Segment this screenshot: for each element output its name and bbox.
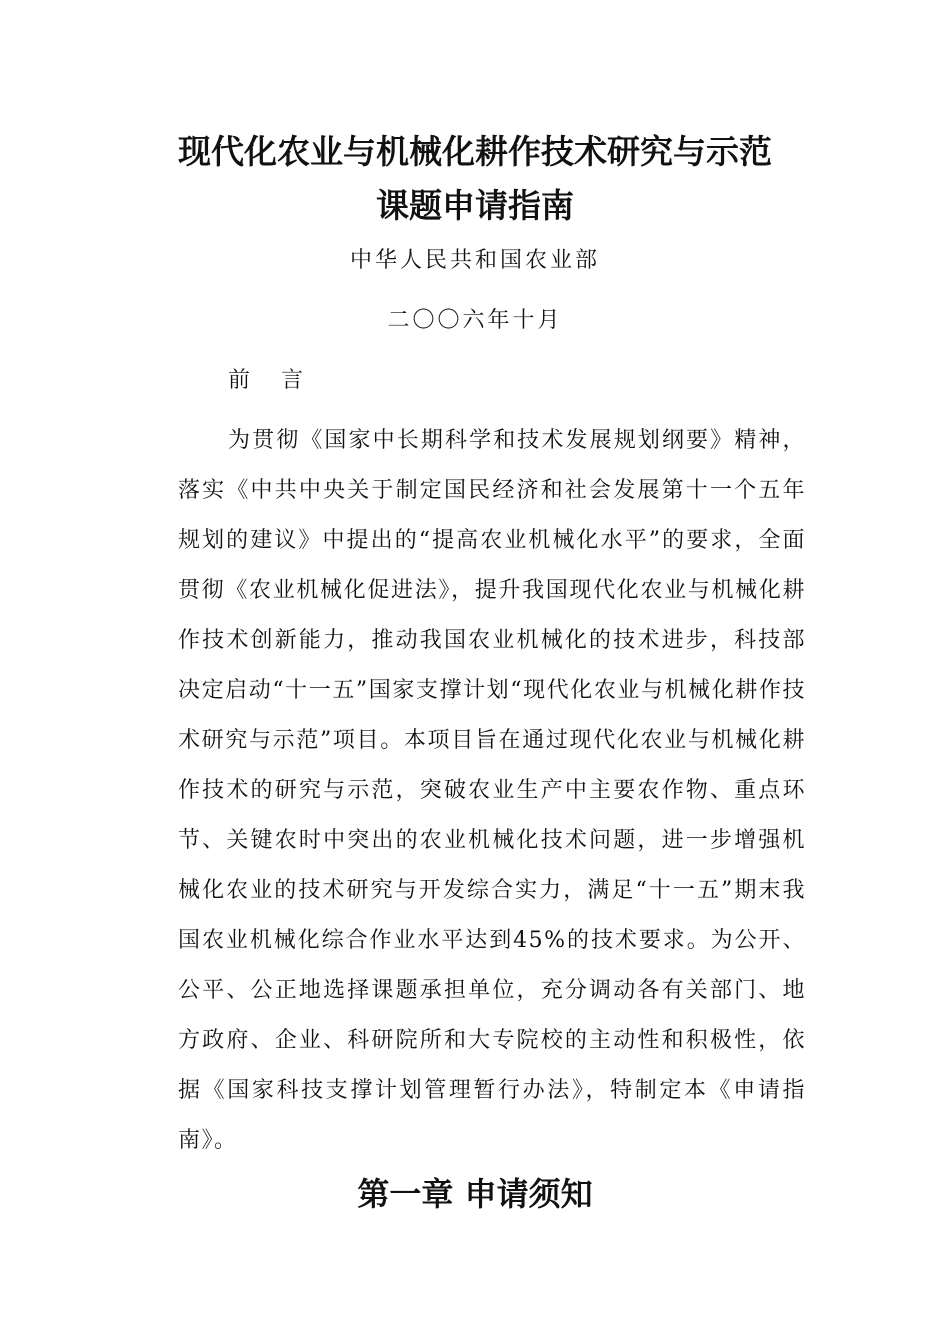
- chapter-heading: 第一章 申请须知: [357, 1175, 593, 1213]
- preface-heading: 前 言: [228, 368, 315, 393]
- publication-date: 二〇〇六年十月: [387, 308, 563, 333]
- document-title-line1: 现代化农业与机械化耕作技术研究与示范: [178, 132, 772, 171]
- preface-paragraph: 为贯彻《国家中长期科学和技术发展规划纲要》精神，落实《中共中央关于制定国民经济和社会发展第十一个五年规划的建议》中提出的“提高农业机械化水平”的要求，全面贯彻《农业机械化促进法》，提升我国现代化农业与机械化耕作技术创新能力，推动我国农业机械化的技术进步，科技部决定启动“十一五”国家支撑计划“现代化农业与机械化耕作技术研究与示范”项目。本项目旨在通过现代化农业与机械化耕作技术的研究与示范，突破农业生产中主要农作物、重点环节、关键农时中突出的农业机械化技术问题，进一步增强机械化农业的技术研究与开发综合实力，满足“十一五”期末我国农业机械化综合作业水平达到45%的技术要求。为公开、公平、公正地选择课题承担单位，充分调动各有关部门、地方政府、企业、科研院所和大专院校的主动性和积极性，依据《国家科技支撑计划管理暂行办法》，特制定本《申请指南》。: [178, 428, 806, 1153]
- publisher: 中华人民共和国农业部: [349, 248, 600, 273]
- document-title-line2: 课题申请指南: [376, 186, 574, 225]
